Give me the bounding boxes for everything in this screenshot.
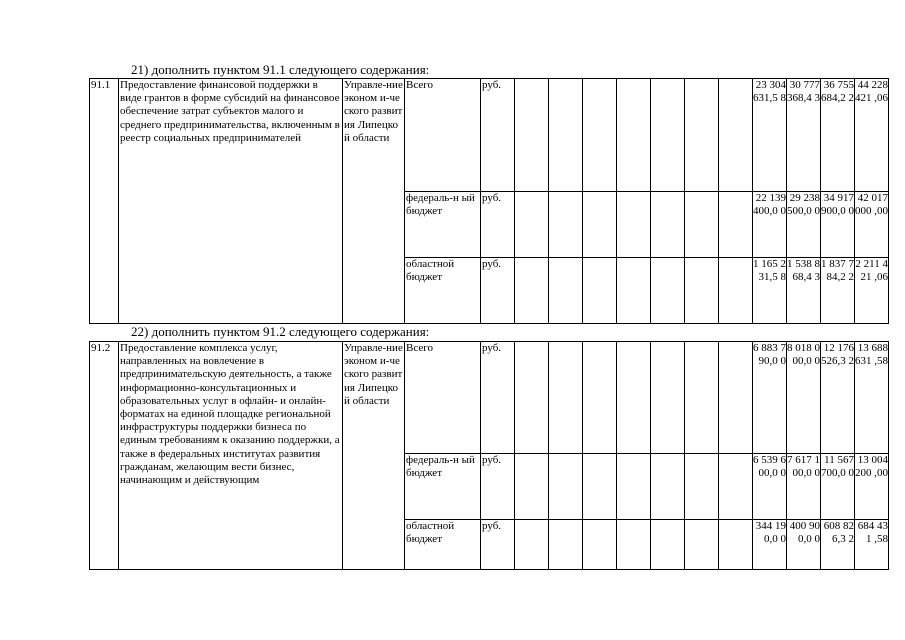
value-cell: 1 165 231,5 8 bbox=[753, 258, 787, 324]
empty-cell bbox=[515, 192, 549, 258]
empty-cell bbox=[617, 192, 651, 258]
value-cell: 344 190,0 0 bbox=[753, 520, 787, 570]
item-number: 91.2 bbox=[90, 342, 119, 570]
empty-cell bbox=[549, 79, 583, 192]
empty-cell bbox=[651, 192, 685, 258]
value-cell: 6 539 600,0 0 bbox=[753, 454, 787, 520]
empty-cell bbox=[549, 258, 583, 324]
empty-cell bbox=[549, 342, 583, 454]
value-cell: 29 238 500,0 0 bbox=[787, 192, 821, 258]
empty-cell bbox=[617, 520, 651, 570]
item-number: 91.1 bbox=[90, 79, 119, 324]
value-cell: 684 431 ,58 bbox=[855, 520, 889, 570]
empty-cell bbox=[719, 454, 753, 520]
section-22-table bbox=[89, 341, 889, 570]
value-cell: 8 018 000,0 0 bbox=[787, 342, 821, 454]
empty-cell bbox=[515, 520, 549, 570]
funding-source: областной бюджет bbox=[405, 258, 481, 324]
empty-cell bbox=[549, 192, 583, 258]
empty-cell bbox=[515, 454, 549, 520]
empty-cell bbox=[515, 258, 549, 324]
table-row bbox=[90, 79, 889, 192]
empty-cell bbox=[617, 258, 651, 324]
value-cell: 22 139 400,0 0 bbox=[753, 192, 787, 258]
unit: руб. bbox=[481, 520, 515, 570]
empty-cell bbox=[583, 454, 617, 520]
value-cell: 7 617 100,0 0 bbox=[787, 454, 821, 520]
value-cell: 6 883 790,0 0 bbox=[753, 342, 787, 454]
empty-cell bbox=[617, 454, 651, 520]
value-cell: 34 917 900,0 0 bbox=[821, 192, 855, 258]
empty-cell bbox=[651, 79, 685, 192]
unit: руб. bbox=[481, 258, 515, 324]
item-name: Предоставление финансовой поддержки в виде грантов в форме субсидий на финансовое обеспечение затрат субъектов малого и среднего предпринимательства, включенным в реестр социальных предпринимателей bbox=[119, 79, 343, 324]
empty-cell bbox=[617, 79, 651, 192]
empty-cell bbox=[719, 192, 753, 258]
empty-cell bbox=[685, 454, 719, 520]
empty-cell bbox=[583, 258, 617, 324]
empty-cell bbox=[719, 258, 753, 324]
table-row bbox=[90, 342, 889, 454]
funding-source: федераль-н ый бюджет bbox=[405, 192, 481, 258]
value-cell: 1 538 868,4 3 bbox=[787, 258, 821, 324]
empty-cell bbox=[719, 79, 753, 192]
empty-cell bbox=[651, 342, 685, 454]
value-cell: 13 688 631 ,58 bbox=[855, 342, 889, 454]
empty-cell bbox=[583, 79, 617, 192]
empty-cell bbox=[651, 258, 685, 324]
funding-source: Всего bbox=[405, 79, 481, 192]
empty-cell bbox=[583, 192, 617, 258]
value-cell: 42 017 000 ,00 bbox=[855, 192, 889, 258]
unit: руб. bbox=[481, 342, 515, 454]
empty-cell bbox=[719, 342, 753, 454]
funding-source: областной бюджет bbox=[405, 520, 481, 570]
value-cell: 400 900,0 0 bbox=[787, 520, 821, 570]
empty-cell bbox=[549, 520, 583, 570]
value-cell: 36 755 684,2 2 bbox=[821, 79, 855, 192]
section-21-table bbox=[89, 78, 889, 324]
value-cell: 30 777 368,4 3 bbox=[787, 79, 821, 192]
empty-cell bbox=[515, 342, 549, 454]
value-cell: 12 176 526,3 2 bbox=[821, 342, 855, 454]
empty-cell bbox=[651, 454, 685, 520]
value-cell: 44 228 421 ,06 bbox=[855, 79, 889, 192]
funding-source: федераль-н ый бюджет bbox=[405, 454, 481, 520]
empty-cell bbox=[617, 342, 651, 454]
value-cell: 608 826,3 2 bbox=[821, 520, 855, 570]
empty-cell bbox=[685, 520, 719, 570]
empty-cell bbox=[685, 192, 719, 258]
empty-cell bbox=[651, 520, 685, 570]
unit: руб. bbox=[481, 79, 515, 192]
empty-cell bbox=[685, 258, 719, 324]
value-cell: 23 304 631,5 8 bbox=[753, 79, 787, 192]
unit: руб. bbox=[481, 454, 515, 520]
empty-cell bbox=[719, 520, 753, 570]
section-22-heading: 22) дополнить пунктом 91.2 следующего содержания: bbox=[131, 324, 430, 339]
value-cell: 1 837 784,2 2 bbox=[821, 258, 855, 324]
section-21-heading: 21) дополнить пунктом 91.1 следующего содержания: bbox=[131, 62, 430, 77]
value-cell: 2 211 421 ,06 bbox=[855, 258, 889, 324]
empty-cell bbox=[685, 342, 719, 454]
empty-cell bbox=[685, 79, 719, 192]
funding-source: Всего bbox=[405, 342, 481, 454]
empty-cell bbox=[583, 342, 617, 454]
item-name: Предоставление комплекса услуг, направленных на вовлечение в предпринимательскую деятельность, а также информационно-консультационных и образовательных услуг в офлайн- и онлайн-форматах на единой площадке региональной инфраструктуры поддержки бизнеса по единым требованиям к оказанию поддержки, а также в федеральных институтах развития гражданам, желающим вести бизнес, начинающим и действующим bbox=[119, 342, 343, 570]
empty-cell bbox=[515, 79, 549, 192]
item-executor: Управле-ние эконом и-ческого развития Липецкой области bbox=[343, 79, 405, 324]
unit: руб. bbox=[481, 192, 515, 258]
value-cell: 13 004 200 ,00 bbox=[855, 454, 889, 520]
empty-cell bbox=[549, 454, 583, 520]
item-executor: Управле-ние эконом и-ческого развития Липецкой области bbox=[343, 342, 405, 570]
empty-cell bbox=[583, 520, 617, 570]
value-cell: 11 567 700,0 0 bbox=[821, 454, 855, 520]
